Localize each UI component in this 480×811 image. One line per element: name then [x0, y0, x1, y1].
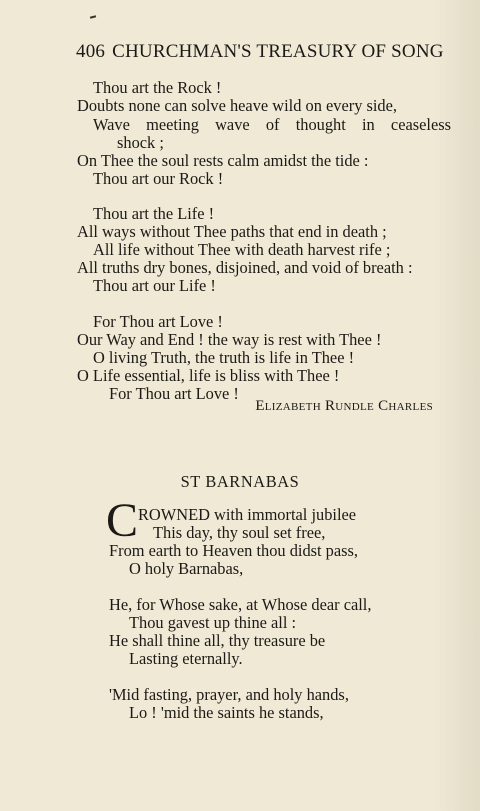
- poem-line: All truths dry bones, disjoined, and void of breath :: [77, 258, 413, 277]
- author-attribution: Elizabeth Rundle Charles: [255, 398, 433, 414]
- poem-line: Thou art the Rock !: [93, 78, 222, 97]
- poem-line: From earth to Heaven thou didst pass,: [109, 541, 359, 560]
- page-number: 406: [76, 41, 106, 62]
- poem-line: 'Mid fasting, prayer, and holy hands,: [109, 685, 349, 704]
- poem-line: On Thee the soul rests calm amidst the tide :: [77, 151, 369, 170]
- poem-line: ROWNED with immortal jubilee: [138, 505, 357, 524]
- poem-line: He shall thine all, thy treasure be: [109, 631, 326, 650]
- poem-line: Our Way and End ! the way is rest with Thee !: [77, 330, 382, 349]
- poem-line: Thou art our Rock !: [93, 169, 224, 188]
- poem-line: Lasting eternally.: [129, 649, 243, 668]
- poem-line: O living Truth, the truth is life in Thee !: [93, 348, 355, 367]
- poem-line: For Thou art Love !: [93, 312, 223, 331]
- poem-line: Wave meeting wave of thought in ceaseless: [93, 115, 451, 134]
- poem-line: Lo ! 'mid the saints he stands,: [129, 703, 324, 722]
- drop-cap: C: [106, 494, 139, 547]
- poem-line: He, for Whose sake, at Whose dear call,: [109, 595, 372, 614]
- poem-title: ST BARNABAS: [180, 472, 300, 491]
- ink-mark: [90, 15, 96, 18]
- running-title: CHURCHMAN'S TREASURY OF SONG: [112, 41, 444, 62]
- poem-line: All ways without Thee paths that end in death ;: [77, 222, 387, 241]
- poem-line: O Life essential, life is bliss with Thee !: [77, 366, 340, 385]
- running-header: [76, 41, 444, 63]
- poem-line: Thou art the Life !: [93, 204, 215, 223]
- poem-line: Doubts none can solve heave wild on every side,: [77, 96, 397, 115]
- poem-line: All life without Thee with death harvest rife ;: [93, 240, 391, 259]
- poem-line: shock ;: [117, 133, 164, 152]
- poem-line: Thou gavest up thine all :: [129, 613, 297, 632]
- poem-line: Thou art our Life !: [93, 276, 216, 295]
- poem-line: This day, thy soul set free,: [153, 523, 326, 542]
- poem-line: For Thou art Love !: [109, 384, 239, 403]
- poem-line: O holy Barnabas,: [129, 559, 244, 578]
